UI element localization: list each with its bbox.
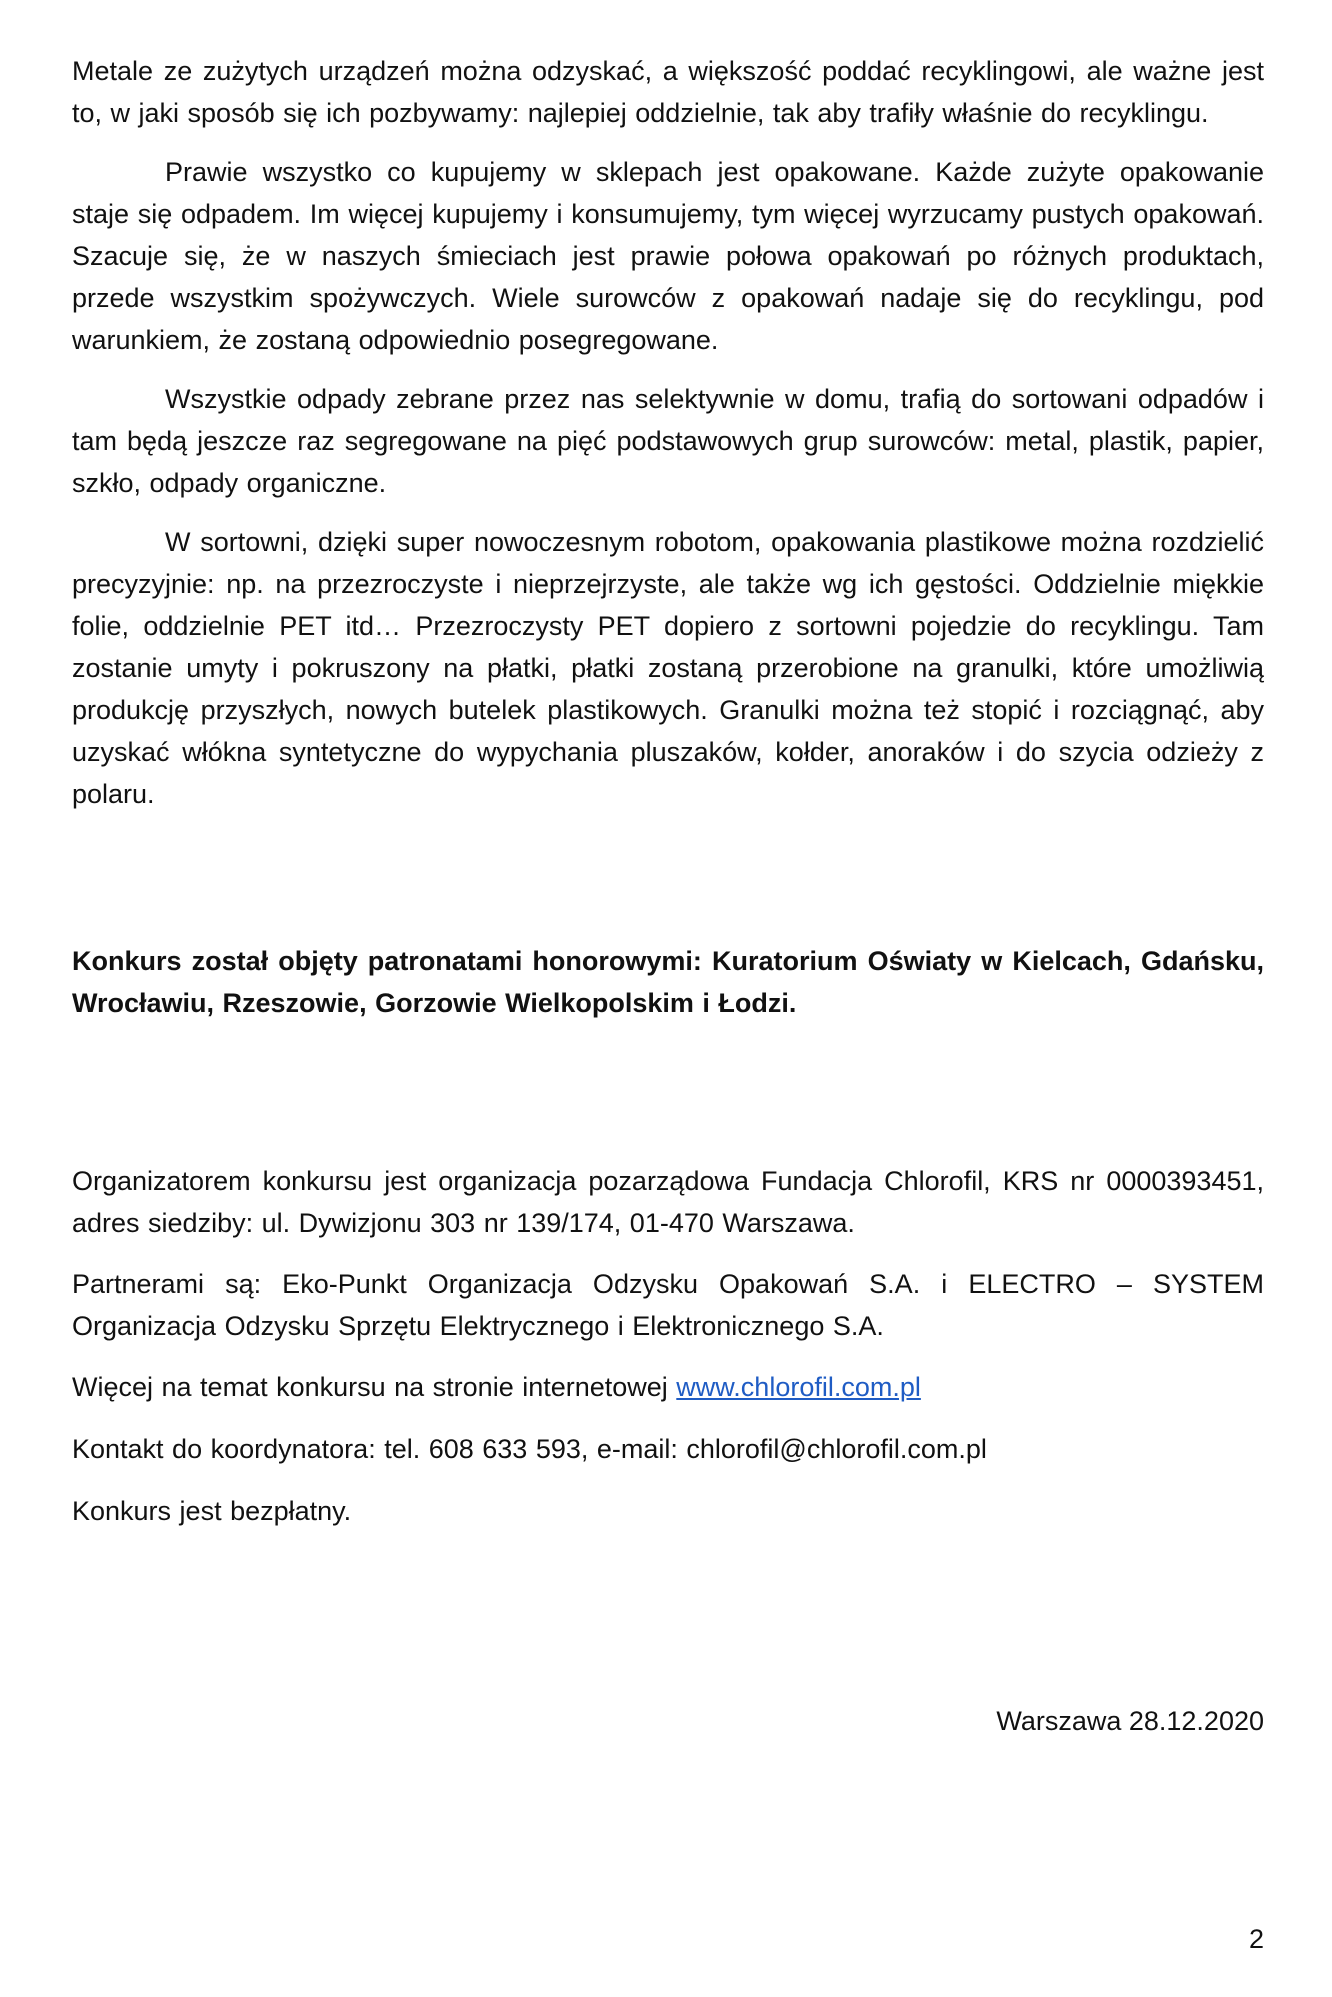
patronage-statement: Konkurs został objęty patronatami honorowymi: Kuratorium Oświaty w Kielcach, Gdańsku, Wrocławiu, Rzeszowie, Gorzowie Wielkopolskim i Łodzi. (72, 946, 1264, 1018)
paragraph-metals: Metale ze zużytych urządzeń można odzyskać, a większość poddać recyklingowi, ale ważne jest to, w jaki sposób się ich pozbywamy: najlepiej oddzielnie, tak aby trafiły właśnie do recyklingu. (72, 56, 1264, 128)
paragraph-sorting-plant: W sortowni, dzięki super nowoczesnym robotom, opakowania plastikowe można rozdzielić precyzyjnie: np. na przezroczyste i nieprzejrzyste, ale także wg ich gęstości. Oddzielnie miękkie folie, oddzielnie PET itd… Przezroczysty PET dopiero z sortowni pojedzie do recyklingu. Tam zostanie umyty i pokruszony na płatki, płatki zostaną przerobione na granulki, które umożliwią produkcję przyszłych, nowych butelek plastikowych. Granulki można też stopić i rozciągnąć, aby uzyskać włókna syntetyczne do wypychania pluszaków, kołder, anoraków i do szycia odzieży z polaru. (72, 527, 1264, 809)
website-info (72, 1366, 1264, 1408)
free-note: Konkurs jest bezpłatny. (72, 1496, 352, 1526)
website-prefix: Więcej na temat konkursu na stronie internetowej (72, 1372, 677, 1402)
partners-info: Partnerami są: Eko-Punkt Organizacja Odzysku Opakowań S.A. i ELECTRO – SYSTEM Organizacja Odzysku Sprzętu Elektrycznego i Elektronicznego S.A. (72, 1269, 1264, 1341)
paragraph-sorting: Wszystkie odpady zebrane przez nas selektywnie w domu, trafią do sortowani odpadów i tam będą jeszcze raz segregowane na pięć podstawowych grup surowców: metal, plastik, papier, szkło, odpady organiczne. (72, 384, 1264, 498)
page-number: 2 (1248, 1924, 1264, 1954)
contact-info: Kontakt do koordynatora: tel. 608 633 593, e-mail: chlorofil@chlorofil.com.pl (72, 1434, 987, 1464)
paragraph-packaging: Prawie wszystko co kupujemy w sklepach jest opakowane. Każde zużyte opakowanie staje się odpadem. Im więcej kupujemy i konsumujemy, tym więcej wyrzucamy pustych opakowań. Szacuje się, że w naszych śmieciach jest prawie połowa opakowań po różnych produktach, przede wszystkim spożywczych. Wiele surowców z opakowań nadaje się do recyklingu, pod warunkiem, że zostaną odpowiednio posegregowane. (72, 157, 1264, 355)
document-date: Warszawa 28.12.2020 (996, 1706, 1264, 1736)
website-link[interactable]: www.chlorofil.com.pl (676, 1372, 921, 1402)
document-body (72, 50, 1264, 815)
organizer-info: Organizatorem konkursu jest organizacja pozarządowa Fundacja Chlorofil, KRS nr 0000393451, adres siedziby: ul. Dywizjonu 303 nr 139/174, 01-470 Warszawa. (72, 1166, 1264, 1238)
